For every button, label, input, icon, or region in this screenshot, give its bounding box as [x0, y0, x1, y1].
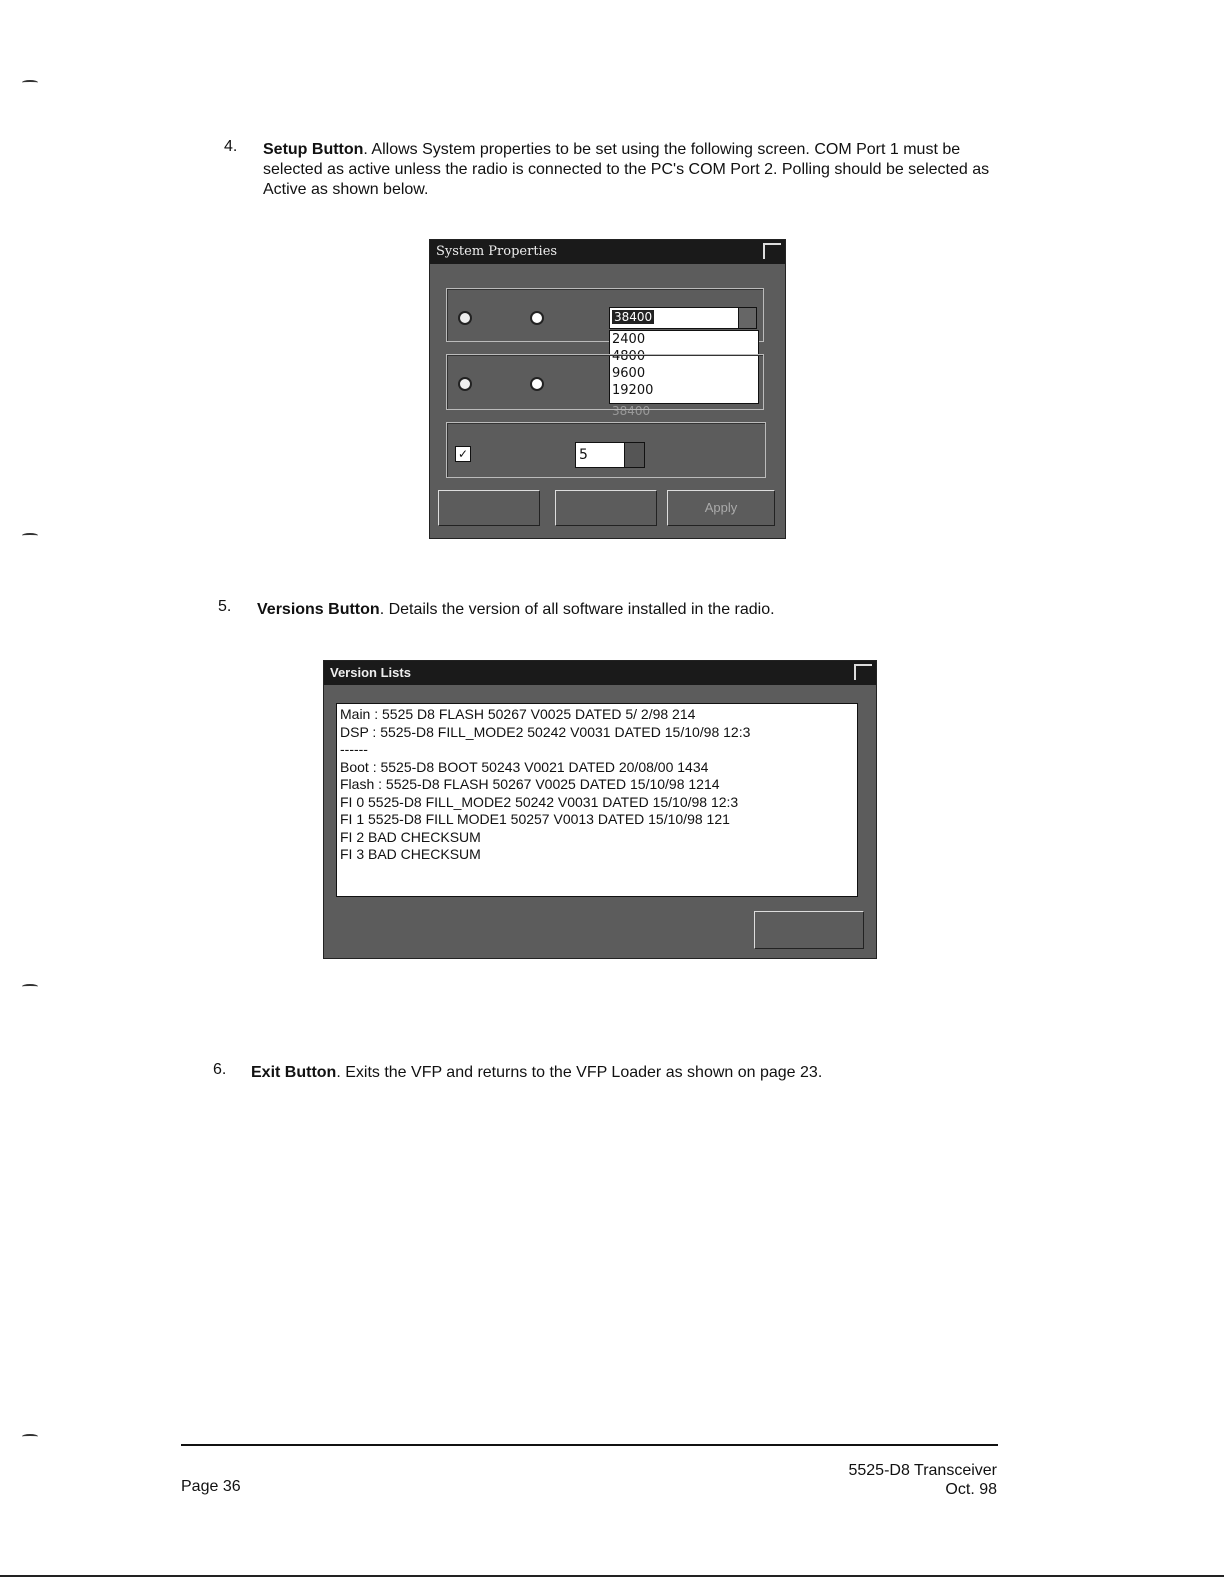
item-heading: Exit Button: [251, 1064, 337, 1081]
baud-rate-select[interactable]: [609, 307, 757, 329]
baud-selected-value: 38400: [614, 310, 653, 324]
version-line: FI 2 BAD CHECKSUM: [340, 828, 481, 845]
dialog-title: Version Lists: [324, 661, 876, 685]
item-text: . Exits the VFP and returns to the VFP Loader as shown on page 23.: [336, 1064, 823, 1081]
baud-option[interactable]: 2400: [612, 332, 646, 347]
apply-button[interactable]: Apply: [667, 490, 775, 526]
margin-mark: [22, 984, 38, 989]
item-text: . Allows System properties to be set using the following screen. COM Port 1 must be selected as active unless the radio is connected to the PC's COM Port 2. Polling should be selected as Active as shown below.: [263, 141, 990, 198]
setup-button-paragraph: [263, 140, 1023, 200]
polling-value: 5: [579, 447, 588, 463]
item-text: . Details the version of all software installed in the radio.: [379, 601, 775, 618]
versions-button-paragraph: [257, 600, 997, 620]
close-icon[interactable]: [763, 243, 781, 259]
version-line: Main : 5525 D8 FLASH 50267 V0025 DATED 5/ 2/98 214: [340, 706, 696, 722]
version-line: Boot : 5525-D8 BOOT 50243 V0021 DATED 20/08/00 1434: [340, 758, 709, 775]
polling-interval-stepper[interactable]: [575, 442, 645, 468]
baud-option[interactable]: 4800: [612, 349, 646, 364]
stepper-arrows-icon[interactable]: [624, 443, 644, 467]
item-number: 5.: [218, 598, 232, 615]
port2-active-radio[interactable]: [530, 377, 544, 391]
chevron-down-icon[interactable]: [738, 308, 756, 328]
footer-date: Oct. 98: [945, 1481, 997, 1498]
port1-active-radio[interactable]: [530, 311, 544, 325]
item-number: 4.: [224, 138, 238, 155]
footer-product-block: [760, 1461, 997, 1499]
version-line: ------: [340, 741, 368, 757]
com-port2-group: [446, 354, 764, 410]
exit-button-paragraph: [251, 1063, 991, 1083]
cancel-button[interactable]: [555, 490, 657, 526]
port1-inactive-radio[interactable]: [458, 311, 472, 325]
port2-inactive-radio[interactable]: [458, 377, 472, 391]
baud-option[interactable]: 38400: [612, 404, 651, 418]
dialog-title: System Properties: [430, 240, 785, 264]
close-icon[interactable]: [854, 664, 872, 680]
margin-mark: [22, 80, 38, 85]
system-properties-dialog: [429, 239, 786, 539]
baud-option[interactable]: 19200: [612, 383, 654, 398]
version-lists-dialog: [323, 660, 877, 959]
page-number: Page 36: [181, 1478, 241, 1495]
version-line: FI 0 5525-D8 FILL_MODE2 50242 V0031 DATED 15/10/98 12:3: [340, 793, 739, 810]
footer-rule: [181, 1444, 998, 1446]
footer-product: 5525-D8 Transceiver: [848, 1462, 997, 1479]
item-heading: Setup Button: [263, 141, 364, 158]
item-heading: Versions Button: [257, 601, 380, 618]
polling-checkbox[interactable]: ✓: [455, 446, 471, 462]
margin-mark: [22, 1434, 38, 1439]
margin-mark: [22, 533, 38, 538]
version-line: DSP : 5525-D8 FILL_MODE2 50242 V0031 DATED 15/10/98 12:3: [340, 723, 751, 740]
version-list-memo[interactable]: [336, 703, 858, 897]
page-bottom-rule: [0, 1575, 1224, 1577]
version-line: Flash : 5525-D8 FLASH 50267 V0025 DATED 15/10/98 1214: [340, 776, 720, 792]
ok-button[interactable]: [438, 490, 540, 526]
item-number: 6.: [213, 1061, 227, 1078]
close-button[interactable]: [754, 911, 864, 949]
baud-option[interactable]: 9600: [612, 366, 646, 381]
version-line: FI 1 5525-D8 FILL MODE1 50257 V0013 DATED 15/10/98 121: [340, 811, 730, 827]
version-line: FI 3 BAD CHECKSUM: [340, 846, 481, 862]
